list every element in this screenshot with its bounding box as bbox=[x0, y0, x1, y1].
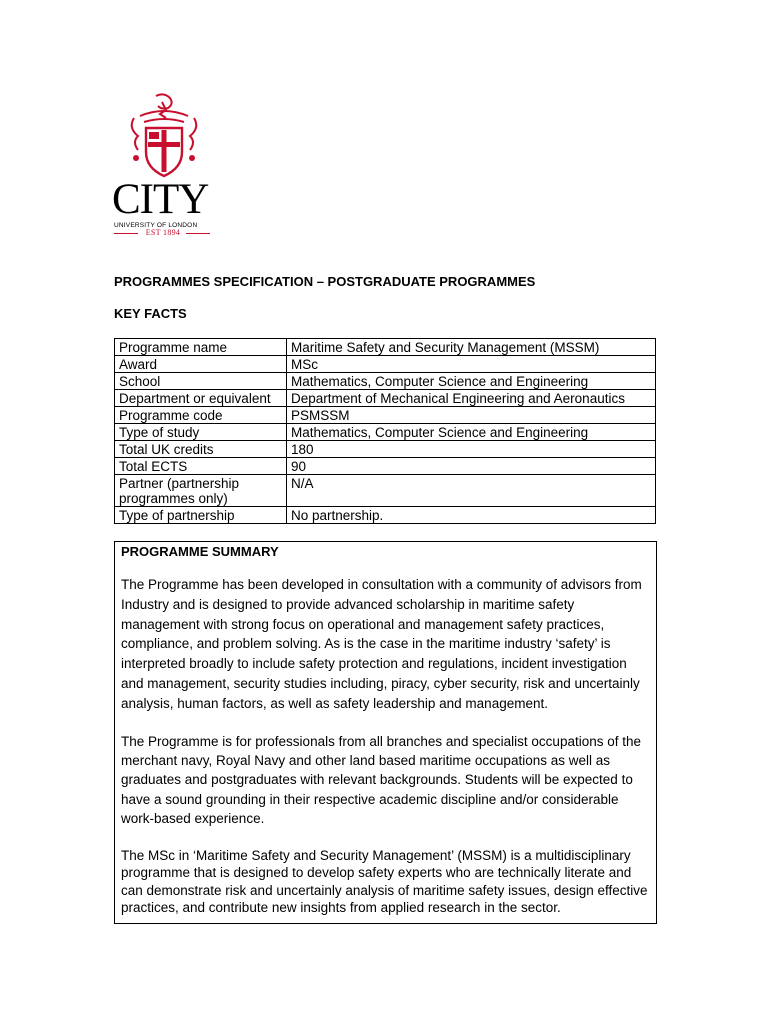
table-row bbox=[115, 339, 656, 356]
city-university-logo bbox=[112, 92, 216, 244]
fact-value: 90 bbox=[287, 458, 656, 475]
table-row bbox=[115, 407, 656, 424]
summary-paragraph: The MSc in ‘Maritime Safety and Security Management’ (MSSM) is a multidisciplinary programme that is designed to develop safety experts who are technically literate and can demonstrate risk and uncertainly analysis of maritime safety issues, design effective practices, and contribute new insights from applied research in the sector. bbox=[121, 847, 648, 916]
programme-summary-box bbox=[114, 541, 657, 924]
fact-value: PSMSSM bbox=[287, 407, 656, 424]
logo-established: EST 1894 bbox=[145, 228, 181, 237]
table-row bbox=[115, 424, 656, 441]
logo-rule-left bbox=[114, 233, 138, 234]
logo-subtitle: UNIVERSITY OF LONDON bbox=[114, 222, 198, 229]
fact-value: MSc bbox=[287, 356, 656, 373]
fact-label: Partner (partnership programmes only) bbox=[115, 475, 287, 507]
coat-of-arms-icon bbox=[126, 92, 202, 180]
table-row bbox=[115, 390, 656, 407]
fact-label: Programme name bbox=[115, 339, 287, 356]
fact-value: No partnership. bbox=[287, 507, 656, 524]
summary-paragraph: The Programme has been developed in consultation with a community of advisors from Industry and is designed to provide advanced scholarship in maritime safety management with strong focus on operational and management safety practices, compliance, and problem solving. As is the case in the maritime industry ‘safety’ is interpreted broadly to include safety protection and regulations, incident investigation and management, security studies including, piracy, cyber security, risk and uncertainly analysis, human factors, as well as safety leadership and management. bbox=[121, 577, 642, 711]
table-row bbox=[115, 507, 656, 524]
fact-value: Mathematics, Computer Science and Engineering bbox=[287, 424, 656, 441]
table-row bbox=[115, 475, 656, 507]
fact-value: N/A bbox=[287, 475, 656, 507]
key-facts-heading: KEY FACTS bbox=[114, 306, 187, 321]
fact-value: Maritime Safety and Security Management (MSSM) bbox=[287, 339, 656, 356]
table-row bbox=[115, 441, 656, 458]
summary-paragraph: The Programme is for professionals from all branches and specialist occupations of the merchant navy, Royal Navy and other land based maritime occupations as well as graduates and postgraduates with relevant backgrounds. Students will be expected to have a sound grounding in their respective academic discipline and/or considerable work-based experience. bbox=[121, 733, 642, 827]
fact-label: Department or equivalent bbox=[115, 390, 287, 407]
fact-label: Award bbox=[115, 356, 287, 373]
table-row bbox=[115, 356, 656, 373]
logo-rule-right bbox=[186, 233, 210, 234]
table-row bbox=[115, 373, 656, 390]
page-title: PROGRAMMES SPECIFICATION – POSTGRADUATE PROGRAMMES bbox=[114, 274, 536, 289]
summary-title: PROGRAMME SUMMARY bbox=[121, 544, 279, 559]
logo-wordmark: CITY bbox=[112, 176, 209, 223]
fact-label: Type of study bbox=[115, 424, 287, 441]
fact-label: Total UK credits bbox=[115, 441, 287, 458]
fact-label: School bbox=[115, 373, 287, 390]
table-row bbox=[115, 458, 656, 475]
fact-label: Type of partnership bbox=[115, 507, 287, 524]
fact-value: 180 bbox=[287, 441, 656, 458]
fact-value: Department of Mechanical Engineering and Aeronautics bbox=[287, 390, 656, 407]
fact-value: Mathematics, Computer Science and Engineering bbox=[287, 373, 656, 390]
fact-label: Programme code bbox=[115, 407, 287, 424]
key-facts-table bbox=[114, 338, 656, 524]
fact-label: Total ECTS bbox=[115, 458, 287, 475]
